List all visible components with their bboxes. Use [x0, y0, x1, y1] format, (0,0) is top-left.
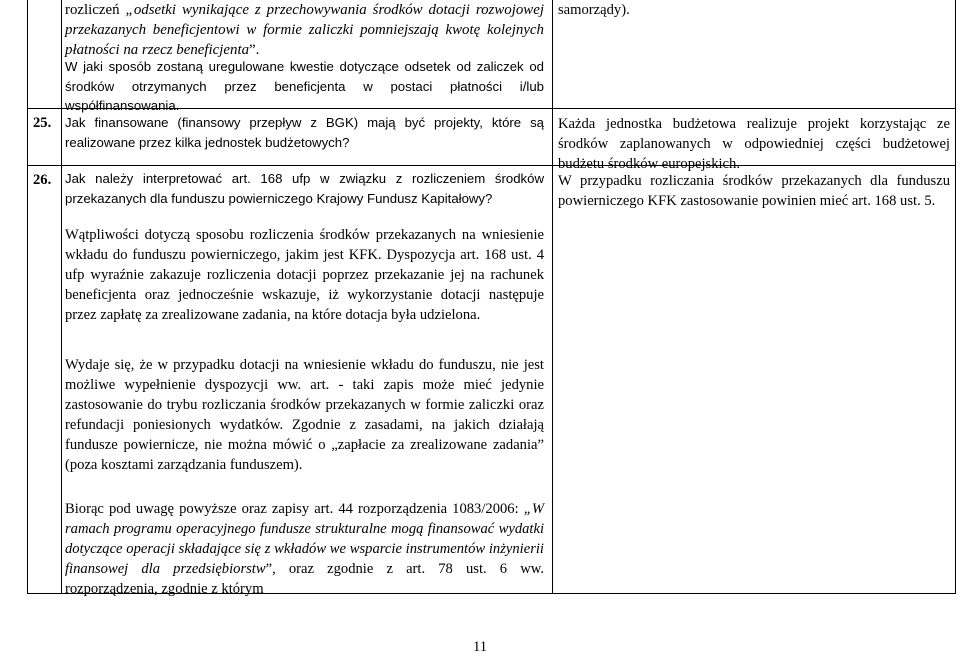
question-text: Wydaje się, że w przypadku dotacji na wniesienie wkładu do funduszu, nie jest możliwe wypełnienie dyspozycji ww. art. - taki zapis może mieć jedynie zastosowanie do trybu rozliczania środków przekazanych w formie zaliczki oraz refundacji poniesionych wydatków. Zgodnie z zasadami, na jakich działają fundusze powiernicze, nie można mówić o „zapłacie za zrealizowane zadania” (poza kosztami zarządzania funduszem).	[65, 357, 544, 473]
question-text: Jak finansowane (finansowy przepływ z BGK) mają być projekty, które są realizowane przez kilka jednostek budżetowych?	[65, 115, 544, 150]
table-border-mid-right	[552, 0, 553, 594]
question-number: 26.	[33, 172, 52, 188]
quoted-regulation-text: „odsetki wynikające z przechowywania środków dotacji rozwojowej przekazanych beneficjentowi w formie zaliczki pomniejszają kwotę kolejnych płatności na rzecz beneficjenta	[65, 2, 544, 58]
page-number: 11	[472, 639, 488, 655]
answer-text: Każda jednostka budżetowa realizuje projekt korzystając ze środków zaplanowanych w odpowiedniej części budżetowej budżetu środków europejskich.	[558, 116, 950, 172]
table-border-mid-left	[61, 0, 62, 594]
question-text: Jak należy interpretować art. 168 ufp w związku z rozliczeniem środków przekazanych dla funduszu powierniczego Krajowy Fundusz Kapitałowy?	[65, 171, 544, 206]
answer-text: W przypadku rozliczania środków przekazanych dla funduszu powierniczego KFK zastosowanie powinien mieć art. 168 ust. 5.	[558, 173, 950, 209]
text-run: rozliczeń	[65, 2, 126, 18]
text-run: Biorąc pod uwagę powyższe oraz zapisy art. 44 rozporządzenia 1083/2006:	[65, 501, 524, 517]
question-text-continued	[65, 0, 544, 60]
table-border-right	[955, 0, 956, 594]
text-run: ”, oraz zgodnie z art. 78 ust. 6 ww. rozporządzenia, zgodnie z którym	[65, 561, 544, 597]
question-text	[65, 499, 544, 599]
question-number: 25.	[33, 115, 52, 131]
question-text: Wątpliwości dotyczą sposobu rozliczenia środków przekazanych na wniesienie wkładu do funduszu powierniczego, jakim jest KFK. Dyspozycja art. 168 ust. 4 ufp wyraźnie zakazuje rozliczenia dotacji poprzez przekazanie jej na rachunek beneficjenta oraz jednocześnie wskazuje, iż wykorzystanie dotacji następuje przez zapłatę za zrealizowane zadania, na które dotacja była udzielona.	[65, 227, 544, 323]
table-border-left	[27, 0, 28, 594]
quoted-regulation-text: „W ramach programu operacyjnego fundusze strukturalne mogą finansować wydatki dotyczące operacji składające się z wkładów we wsparcie instrumentów inżynierii finansowej dla przedsiębiorstw	[65, 501, 544, 577]
text-run: ”.	[249, 42, 260, 58]
answer-text: samorządy).	[558, 2, 630, 18]
question-text: W jaki sposób zostaną uregulowane kwestie dotyczące odsetek od zaliczek od środków otrzymanych przez beneficjenta w postaci płatności i/lub współfinansowania.	[65, 59, 544, 113]
